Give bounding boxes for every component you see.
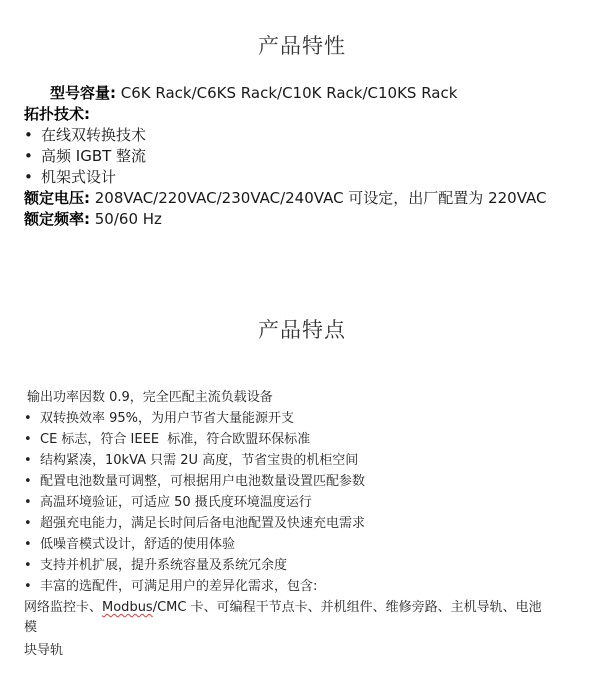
bullet-icon: •: [24, 558, 32, 573]
feature-item-text: 高温环境验证，可适应 50 摄氏度环境温度运行: [40, 495, 312, 510]
feature-item: [24, 431, 310, 449]
feature-item-text: 超强充电能力，满足长时间后备电池配置及快速充电需求: [40, 516, 366, 531]
feature-item: [24, 473, 365, 491]
rated-frequency-value: 50/60 Hz: [90, 210, 162, 228]
topology-line: [24, 104, 90, 124]
feature-item: [24, 410, 294, 428]
feature-item-text: 丰富的选配件，可满足用户的差异化需求，包含:: [40, 579, 318, 594]
feature-item: [24, 578, 317, 596]
feature-item-text: 配置电池数量可调整，可根据用户电池数量设置匹配参数: [40, 474, 366, 489]
bullet-icon: •: [24, 126, 33, 144]
model-capacity-value: C6K Rack/C6KS Rack/C10K Rack/C10KS Rack: [116, 84, 458, 102]
model-capacity-label: 型号容量:: [50, 84, 116, 102]
bullet-icon: •: [24, 432, 32, 447]
feature-item: [24, 557, 287, 575]
rated-frequency-label: 额定频率:: [24, 210, 90, 228]
model-capacity-line: [50, 83, 457, 103]
options-text-spellcheck: Modbus: [102, 600, 153, 615]
bullet-icon: •: [24, 453, 32, 468]
bullet-icon: •: [24, 168, 33, 186]
rated-voltage-line: [24, 188, 546, 208]
bullet-icon: •: [24, 495, 32, 510]
topology-item-text: 机架式设计: [41, 168, 117, 186]
rated-frequency-line: [24, 209, 162, 229]
options-list-line: [24, 599, 542, 617]
bullet-icon: •: [24, 537, 32, 552]
bullet-icon: •: [24, 579, 32, 594]
bullet-icon: •: [24, 474, 32, 489]
topology-label: 拓扑技术:: [24, 105, 90, 123]
bullet-icon: •: [24, 516, 32, 531]
feature-item: [24, 536, 235, 554]
feature-item-text: 结构紧凑，10kVA 只需 2U 高度，节省宝贵的机柜空间: [40, 453, 359, 468]
feature-item: [24, 494, 312, 512]
feature-item: [24, 515, 365, 533]
section-title-characteristics: 产品特性: [258, 34, 346, 58]
rated-voltage-value: 208VAC/220VAC/230VAC/240VAC 可设定，出厂配置为 220VAC: [90, 189, 547, 207]
topology-item: [24, 125, 146, 145]
feature-item-text: 低噪音模式设计，舒适的使用体验: [40, 537, 236, 552]
topology-item: [24, 167, 116, 187]
features-intro: 输出功率因数 0.9，完全匹配主流负载设备: [27, 390, 273, 405]
section-title-features: 产品特点: [258, 318, 346, 342]
topology-item-text: 高频 IGBT 整流: [41, 147, 147, 165]
options-text: /CMC 卡、可编程干节点卡、并机组件、维修旁路、主机导轨、电池: [152, 600, 542, 615]
feature-item: [24, 452, 358, 470]
bullet-icon: •: [24, 147, 33, 165]
topology-item: [24, 146, 146, 166]
feature-item-text: 支持并机扩展，提升系统容量及系统冗余度: [40, 558, 288, 573]
topology-item-text: 在线双转换技术: [41, 126, 147, 144]
options-list-line: 模: [24, 620, 38, 635]
rated-voltage-label: 额定电压:: [24, 189, 90, 207]
options-text: 网络监控卡、: [24, 600, 103, 615]
bullet-icon: •: [24, 411, 32, 426]
feature-item-text: CE 标志，符合 IEEE 标准，符合欧盟环保标准: [40, 432, 311, 447]
options-list-line: 块导轨: [24, 643, 64, 658]
feature-item-text: 双转换效率 95%，为用户节省大量能源开支: [40, 411, 295, 426]
